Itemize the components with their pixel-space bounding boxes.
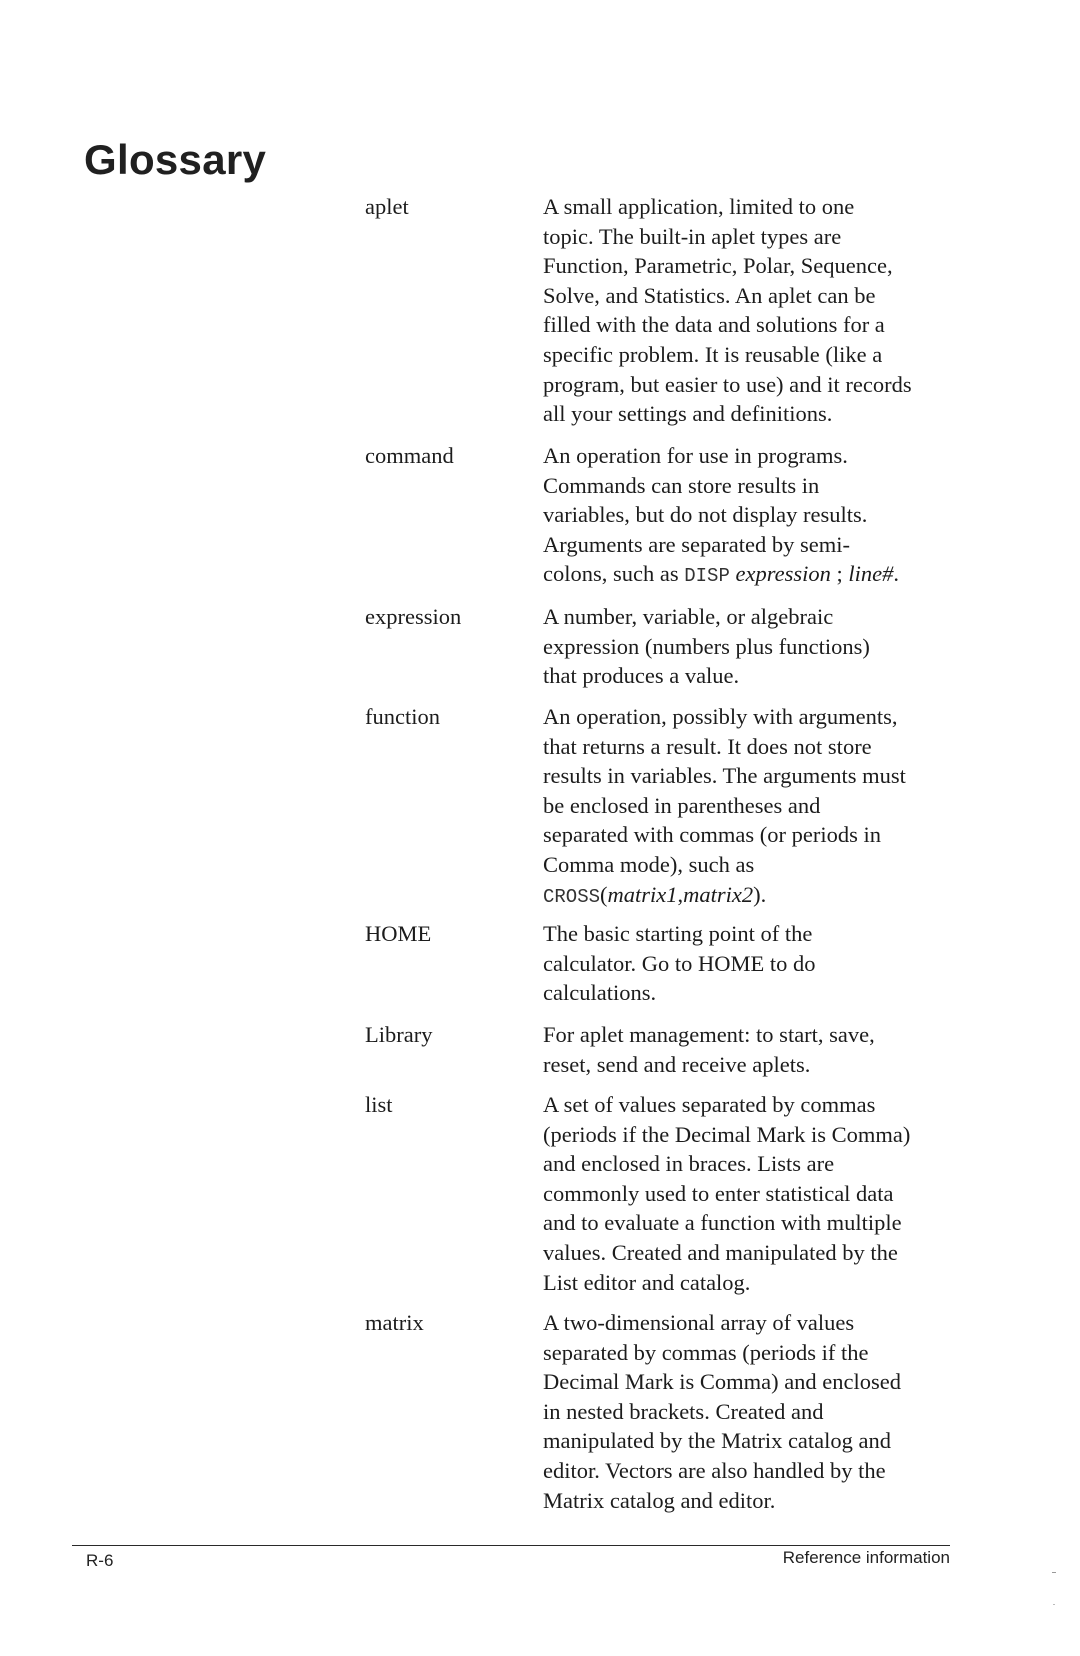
italic-argument: matrix2 bbox=[683, 881, 754, 907]
definition-line: A small application, limited to one bbox=[543, 194, 855, 219]
definition-line: calculations. bbox=[543, 980, 657, 1006]
definition-line: results in variables. The arguments must bbox=[543, 763, 906, 789]
separator: ; bbox=[830, 561, 849, 587]
footer-divider bbox=[72, 1545, 950, 1546]
definition-text: ( bbox=[600, 881, 608, 907]
glossary-definition bbox=[543, 1308, 943, 1515]
definition-line: that returns a result. It does not store bbox=[543, 733, 872, 759]
definition-line: expression (numbers plus functions) bbox=[543, 633, 870, 659]
definition-line: manipulated by the Matrix catalog and bbox=[543, 1428, 892, 1454]
definition-line: For aplet management: to start, save, bbox=[543, 1022, 875, 1047]
definition-line: Function, Parametric, Polar, Sequence, bbox=[543, 253, 893, 279]
definition-text: colons, such as bbox=[543, 561, 685, 587]
definition-line: editor. Vectors are also handled by the bbox=[543, 1457, 886, 1483]
section-name: Reference information bbox=[782, 1548, 950, 1567]
definition-line: separated with commas (or periods in bbox=[543, 822, 882, 848]
code-keyword: CROSS bbox=[543, 885, 601, 908]
glossary-term: HOME bbox=[365, 921, 432, 946]
definition-line: commonly used to enter statistical data bbox=[543, 1180, 894, 1206]
glossary-term: aplet bbox=[365, 194, 409, 219]
definition-line: specific problem. It is reusable (like a bbox=[543, 341, 883, 367]
definition-line: Comma mode), such as bbox=[543, 851, 755, 877]
glossary-term: Library bbox=[365, 1022, 433, 1047]
definition-line: values. Created and manipulated by the bbox=[543, 1239, 898, 1265]
definition-line: filled with the data and solutions for a bbox=[543, 312, 885, 338]
glossary-definition bbox=[543, 441, 943, 592]
definition-line: A number, variable, or algebraic bbox=[543, 604, 834, 629]
definition-line: separated by commas (periods if the bbox=[543, 1339, 869, 1365]
definition-line: A two-dimensional array of values bbox=[543, 1310, 855, 1335]
definition-line: Decimal Mark is Comma) and enclosed bbox=[543, 1369, 902, 1395]
definition-line: Matrix catalog and editor. bbox=[543, 1487, 776, 1513]
glossary-definition bbox=[543, 1020, 943, 1079]
definition-line: that produces a value. bbox=[543, 663, 740, 689]
definition-line: Commands can store results in bbox=[543, 472, 820, 498]
definition-line: An operation for use in programs. bbox=[543, 443, 848, 468]
scan-artifact bbox=[1053, 1604, 1055, 1605]
scan-artifact bbox=[1052, 1572, 1056, 1573]
definition-line: in nested brackets. Created and bbox=[543, 1398, 824, 1424]
definition-line: A set of values separated by commas bbox=[543, 1092, 876, 1117]
definition-line: variables, but do not display results. bbox=[543, 502, 868, 528]
definition-line: topic. The built-in aplet types are bbox=[543, 223, 842, 249]
glossary-definition bbox=[543, 919, 943, 1008]
glossary-term: expression bbox=[365, 604, 462, 629]
definition-text: ). bbox=[753, 881, 767, 907]
definition-line: reset, send and receive aplets. bbox=[543, 1051, 811, 1077]
glossary-definition bbox=[543, 602, 943, 691]
italic-argument: line# bbox=[848, 561, 894, 587]
definition-line: and to evaluate a function with multiple bbox=[543, 1210, 902, 1236]
page-number: R-6 bbox=[86, 1551, 114, 1570]
definition-line: all your settings and definitions. bbox=[543, 401, 833, 427]
definition-line: Arguments are separated by semi- bbox=[543, 531, 850, 557]
definition-line: (periods if the Decimal Mark is Comma) bbox=[543, 1121, 911, 1147]
definition-line: List editor and catalog. bbox=[543, 1269, 751, 1295]
definition-line bbox=[543, 559, 943, 592]
definition-line: Solve, and Statistics. An aplet can be bbox=[543, 282, 876, 308]
separator: , bbox=[677, 881, 684, 907]
definition-text: . bbox=[893, 561, 900, 587]
definition-line: and enclosed in braces. Lists are bbox=[543, 1151, 835, 1177]
page-title: Glossary bbox=[84, 136, 267, 183]
italic-argument: matrix1 bbox=[607, 881, 678, 907]
definition-line: calculator. Go to HOME to do bbox=[543, 950, 816, 976]
glossary-term: command bbox=[365, 443, 454, 468]
glossary-term: function bbox=[365, 704, 440, 729]
glossary-definition bbox=[543, 192, 943, 429]
glossary-definition bbox=[543, 702, 943, 912]
glossary-term: matrix bbox=[365, 1310, 424, 1335]
definition-line: The basic starting point of the bbox=[543, 921, 813, 946]
definition-line bbox=[543, 880, 943, 913]
glossary-term: list bbox=[365, 1092, 393, 1117]
definition-line: be enclosed in parentheses and bbox=[543, 792, 821, 818]
definition-line: program, but easier to use) and it records bbox=[543, 371, 912, 397]
definition-line: An operation, possibly with arguments, bbox=[543, 704, 898, 729]
italic-argument: expression bbox=[729, 561, 831, 587]
glossary-definition bbox=[543, 1090, 943, 1297]
code-keyword: DISP bbox=[684, 565, 730, 588]
